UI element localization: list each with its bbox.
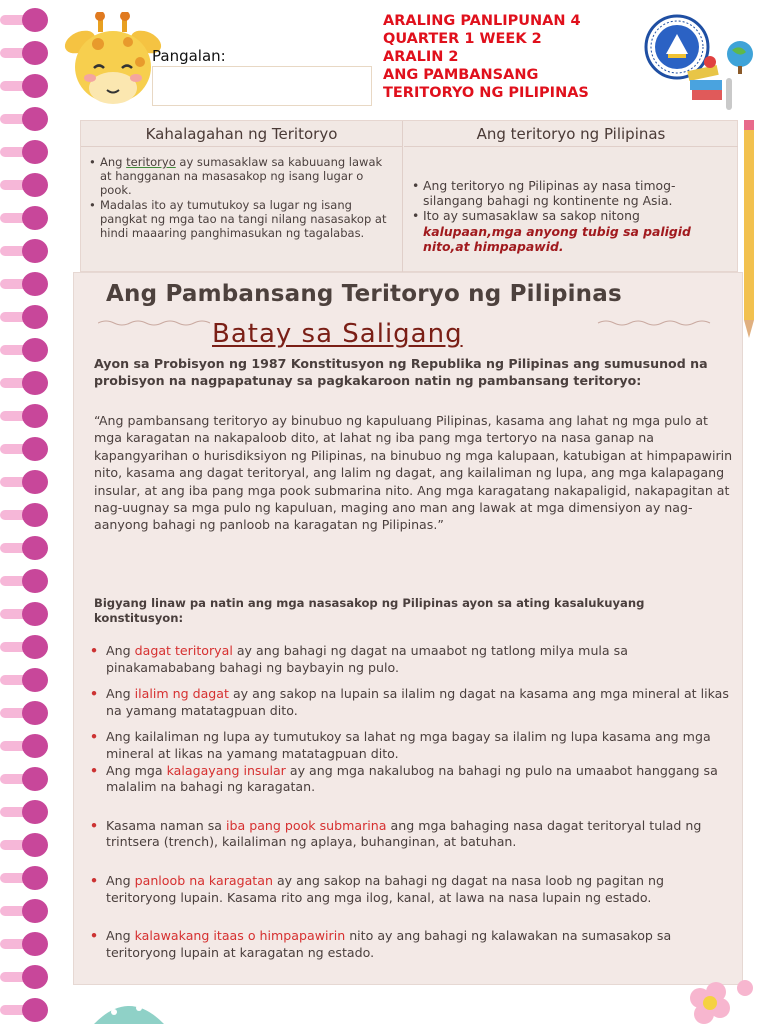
list-item (90, 729, 735, 762)
binder-ring (0, 206, 52, 230)
title-line: ANG PAMBANSANG (383, 67, 539, 83)
binder-ring (0, 998, 52, 1022)
text: ang mga bahaging nasa dagat teritoryal tulad ng trintsera (trench), kailaliman ng aplaya, buhanginan, at batuhan. (106, 817, 702, 850)
constitution-document-panel (73, 272, 743, 985)
binder-ring (0, 437, 52, 461)
highlighted-term: dagat teritoryal (134, 643, 233, 658)
binder-ring (0, 272, 52, 296)
binder-ring (0, 173, 52, 197)
binder-ring (0, 668, 52, 692)
text: Ito ay sumasaklaw sa sakop nitong (423, 208, 640, 224)
importance-header: Kahalagahan ng Teritoryo (81, 121, 402, 147)
list-item (89, 155, 396, 198)
text: Ang (106, 686, 135, 702)
title-line: TERITORYO NG PILIPINAS (383, 85, 589, 101)
sub-heading: Bigyang linaw pa natin ang mga nasasakop ng Pilipinas ayon sa ating kasalukuyang konstitusyon: (94, 596, 645, 625)
name-field[interactable] (152, 66, 372, 106)
lesson-title-block (383, 12, 643, 102)
flower-decoration (660, 968, 760, 1024)
list-item: • Madalas ito ay tumutukoy sa lugar ng isang pangkat ng mga tao na tangi nilang nasasakop at hindi maaaring panghimasukan ng tagalabas. (89, 198, 396, 241)
binder-ring (0, 305, 52, 329)
philippine-territory-header: Ang teritoryo ng Pilipinas (404, 121, 738, 147)
binder-ring (0, 338, 52, 362)
section-heading: Batay sa Saligang (212, 319, 463, 349)
document-title: Ang Pambansang Teritoryo ng Pilipinas (106, 281, 622, 307)
binder-ring (0, 371, 52, 395)
binder-ring (0, 536, 52, 560)
territory-overview-table (80, 120, 738, 272)
text: Ang kailaliman ng lupa ay tumutukoy sa lahat ng mga bagay sa ilalim ng lupa kasama ang mga mineral at likas na yamang matatagpuan dito. (106, 729, 711, 761)
binder-ring (0, 833, 52, 857)
list-item: • Ang teritoryo ng Pilipinas ay nasa timog-silangang bahagi ng kontinente ng Asia. (412, 178, 732, 208)
list-item (90, 928, 735, 961)
highlighted-term: ilalim ng dagat (134, 686, 229, 702)
binder-ring (0, 866, 52, 890)
highlighted-term: panloob na karagatan (134, 872, 273, 888)
importance-column (81, 121, 403, 273)
text: Ang mga (106, 762, 167, 778)
title-line: ARALING PANLIPUNAN 4 (383, 13, 581, 29)
list-item (90, 763, 735, 796)
title-line: ARALIN 2 (383, 49, 459, 65)
binder-ring (0, 74, 52, 98)
list-item (90, 873, 735, 906)
binder-ring (0, 635, 52, 659)
intro-paragraph: Ayon sa Probisyon ng 1987 Konstitusyon ng Republika ng Pilipinas ang sumusunod na probisyon na nagpapatunay sa pagkakaroon natin ng pambansang teritoryo: (94, 356, 708, 388)
list-item (412, 208, 732, 254)
binder-ring (0, 140, 52, 164)
underlined-term: teritoryo (126, 155, 176, 169)
text: Ang (106, 643, 135, 658)
text: ay ang mga nakalubog na bahagi ng pulo na umaabot hanggang sa malalim na bahagi ng karagatan. (106, 762, 718, 795)
text: Ang (106, 928, 135, 944)
list-item (90, 643, 735, 676)
text: Ang (106, 872, 135, 888)
philippine-territory-column (404, 121, 738, 273)
binder-ring (0, 965, 52, 989)
binder-ring (0, 569, 52, 593)
text: ay ang sakop na bahagi ng dagat na nasa loob ng pagitan ng teritoryong lupain. Kasama rito ang mga ilog, kanal, at lawa na nasa lupain ng estado. (106, 872, 664, 905)
binder-ring (0, 932, 52, 956)
books-globe-decoration (682, 38, 762, 114)
list-item (90, 686, 735, 719)
binder-ring (0, 701, 52, 725)
binder-ring (0, 8, 52, 32)
text: Kasama naman sa (106, 817, 226, 833)
binder-ring (0, 470, 52, 494)
highlighted-term: kalagayang insular (166, 762, 286, 778)
highlighted-term: iba pang pook submarina (225, 817, 387, 833)
notebook-rings (0, 0, 60, 1024)
highlighted-term: kalawakang itaas o himpapawirin (134, 928, 346, 944)
text: nito ay ang bahagi ng kalawakan na sumasakop sa teritoryong lupain at karagatan ng estado. (106, 928, 672, 960)
binder-ring (0, 503, 52, 527)
text: ay ang sakop na lupain sa ilalim ng dagat na kasama ang mga mineral at likas na yamang matatagpuan dito. (106, 686, 729, 718)
title-line: QUARTER 1 WEEK 2 (383, 31, 542, 47)
text: ay sumasaklaw sa kabuuang lawak at hangganan na masasakop ng isang lugar o pook. (100, 155, 383, 198)
binder-ring (0, 899, 52, 923)
text: Ang (100, 155, 127, 169)
list-item (90, 818, 735, 851)
binder-ring (0, 767, 52, 791)
plant-pot-decoration (84, 988, 174, 1024)
binder-ring (0, 800, 52, 824)
territory-components-list (90, 643, 735, 961)
binder-ring (0, 107, 52, 131)
binder-ring (0, 602, 52, 626)
binder-ring (0, 404, 52, 428)
binder-ring (0, 239, 52, 263)
binder-ring (0, 734, 52, 758)
binder-ring (0, 41, 52, 65)
text: ay ang bahagi ng dagat na umaabot ng tatlong milya mula sa pinakamababang bahagi ng baybayin ng pulo. (106, 643, 628, 675)
highlighted-text: kalupaan,mga anyong tubig sa paligid nito,at himpapawid. (423, 223, 691, 254)
constitution-quote: “Ang pambansang teritoryo ay binubuo ng kapuluang Pilipinas, kasama ang lahat ng mga pulo at mga karagatan na nakapaloob dito, at lahat ng iba pang mga tertoryo na nasa ganap na kapangyarihan o hurisdiksiyon ng Pilipinas, na binubuo ng mga kalupaan, katubigan at himpapawirin nito, kasama ang dagat teritoryal, ang lalim ng dagat, ang kailaliman ng lupa, ang mga kalapagang insular, at ang iba pang mga pook submarina nito. Ang mga karagatang nakapaligid, nakapagitan at nag-uugnay sa mga pulo ng kapuluan, maging ano man ang lawak at mga dimensiyon ay nag-aanyong bahagi ng panloob na karagatan ng Pilipinas.” (94, 413, 733, 533)
name-label: Pangalan: (152, 47, 226, 65)
